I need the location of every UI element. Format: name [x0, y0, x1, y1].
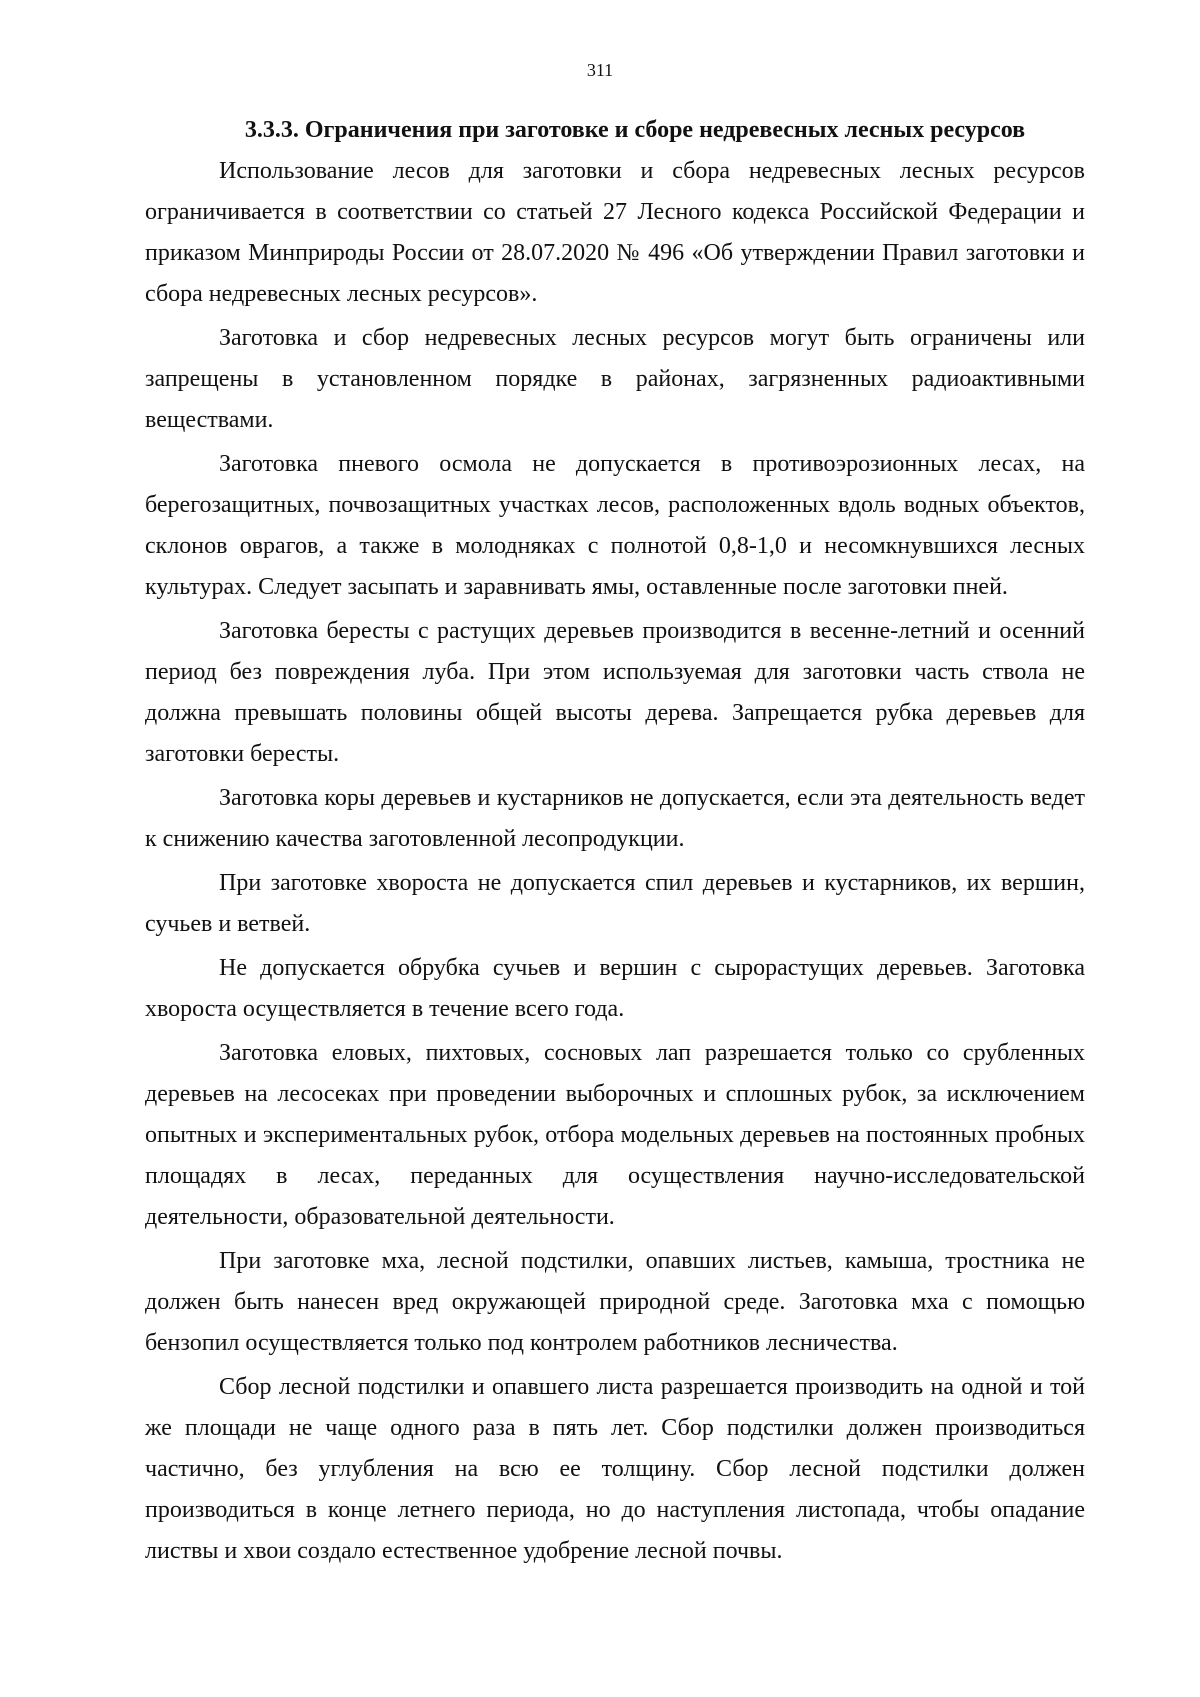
- paragraph-7: Не допускается обрубка сучьев и вершин с сырорастущих деревьев. Заготовка хвороста осуществляется в течение всего года.: [145, 955, 1085, 1022]
- paragraph-6: При заготовке хвороста не допускается спил деревьев и кустарников, их вершин, сучьев и ветвей.: [145, 870, 1085, 937]
- paragraph-1: Использование лесов для заготовки и сбора недревесных лесных ресурсов ограничивается в соответствии со статьей 27 Лесного кодекса Российской Федерации и приказом Минприроды России от 28.07.2020 № 496 «Об утверждении Правил заготовки и сбора недревесных лесных ресурсов».: [145, 158, 1085, 307]
- paragraph-5: Заготовка коры деревьев и кустарников не допускается, если эта деятельность ведет к снижению качества заготовленной лесопродукции.: [145, 785, 1085, 852]
- paragraph-3: Заготовка пневого осмола не допускается в противоэрозионных лесах, на берегозащитных, почвозащитных участках лесов, расположенных вдоль водных объектов, склонов оврагов, а также в молодняках с полнотой 0,8-1,0 и несомкнувшихся лесных культурах. Следует засыпать и заравнивать ямы, оставленные после заготовки пней.: [145, 451, 1085, 600]
- page-number: 311: [586, 60, 614, 80]
- paragraph-4: Заготовка бересты с растущих деревьев производится в весенне-летний и осенний период без повреждения луба. При этом используемая для заготовки часть ствола не должна превышать половины общей высоты дерева. Запрещается рубка деревьев для заготовки бересты.: [145, 618, 1085, 767]
- paragraph-8: Заготовка еловых, пихтовых, сосновых лап разрешается только со срубленных деревьев на лесосеках при проведении выборочных и сплошных рубок, за исключением опытных и экспериментальных рубок, отбора модельных деревьев на постоянных пробных площадях в лесах, переданных для осуществления научно-исследовательской деятельности, образовательной деятельности.: [145, 1040, 1085, 1230]
- paragraph-10: Сбор лесной подстилки и опавшего листа разрешается производить на одной и той же площади не чаще одного раза в пять лет. Сбор подстилки должен производиться частично, без углубления на всю ее толщину. Сбор лесной подстилки должен производиться в конце летнего периода, но до наступления листопада, чтобы опадание листвы и хвои создало естественное удобрение лесной почвы.: [145, 1374, 1085, 1564]
- paragraph-9: При заготовке мха, лесной подстилки, опавших листьев, камыша, тростника не должен быть нанесен вред окружающей природной среде. Заготовка мха с помощью бензопил осуществляется только под контролем работников лесничества.: [145, 1248, 1085, 1356]
- page-content: [145, 110, 1085, 1575]
- paragraph-2: Заготовка и сбор недревесных лесных ресурсов могут быть ограничены или запрещены в установленном порядке в районах, загрязненных радиоактивными веществами.: [145, 325, 1085, 433]
- section-heading: 3.3.3. Ограничения при заготовке и сборе недревесных лесных ресурсов: [244, 117, 1026, 143]
